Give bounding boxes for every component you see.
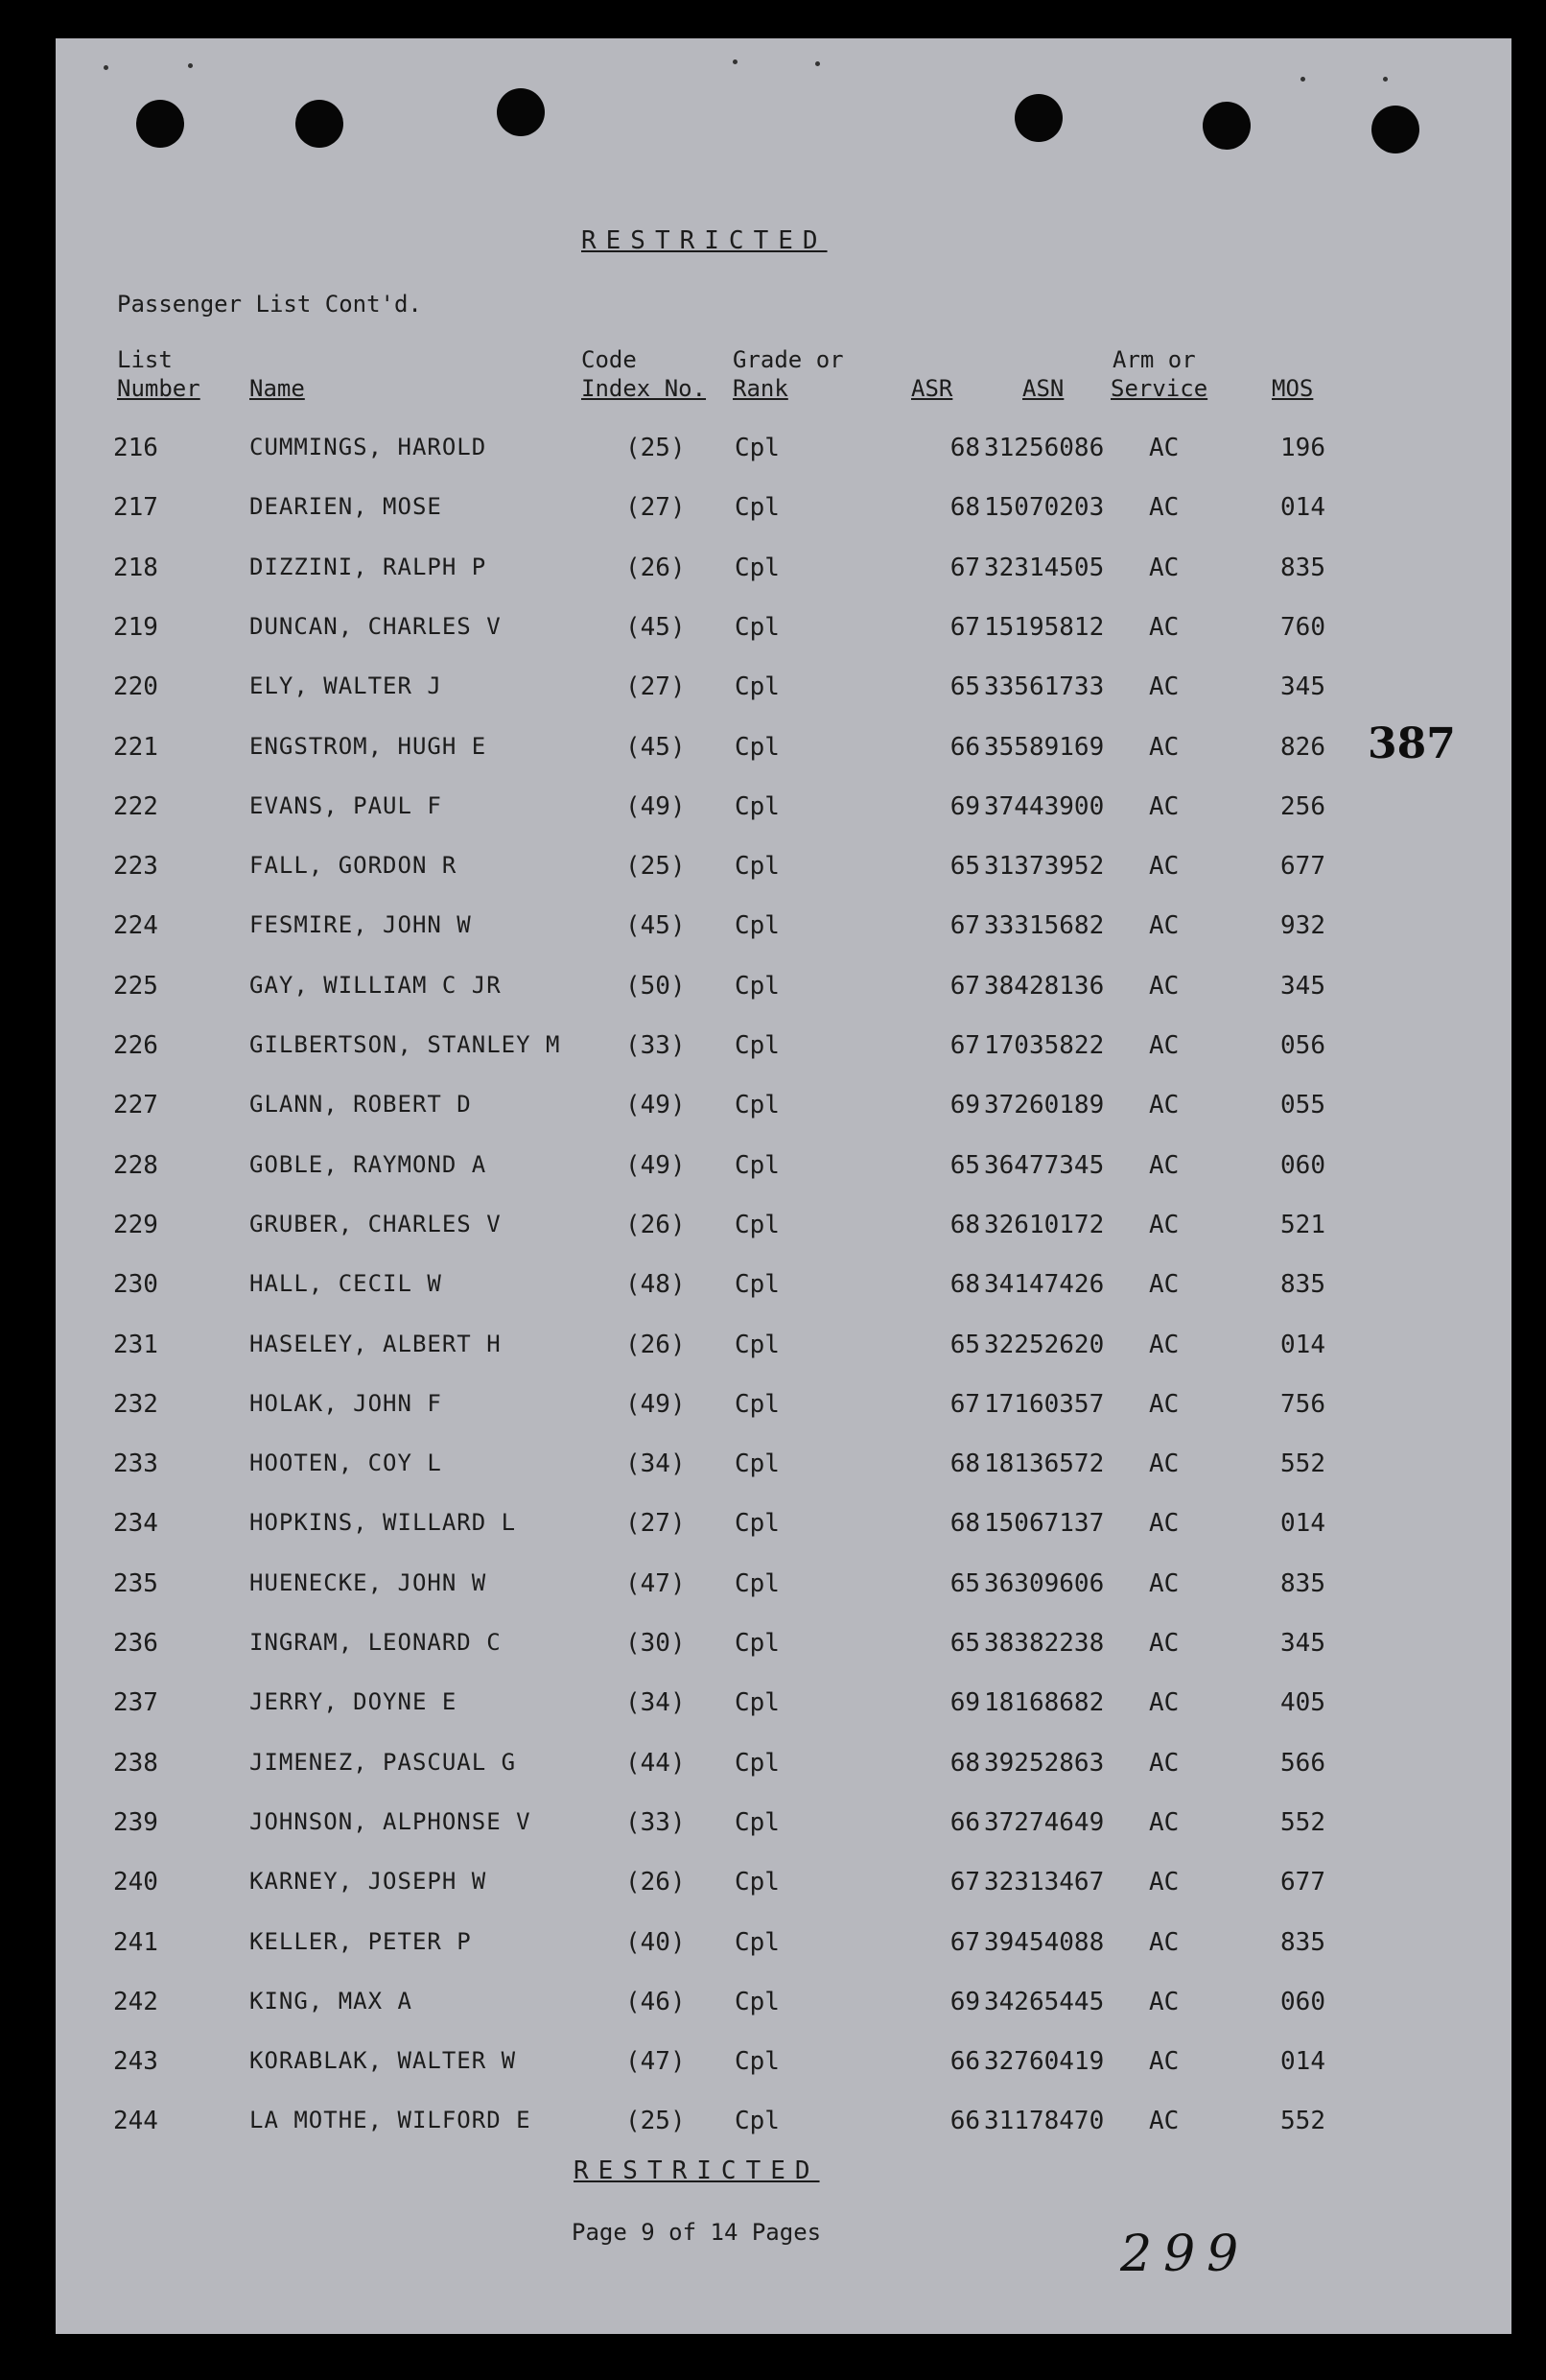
list-number: 231 xyxy=(113,1331,158,1359)
list-number: 222 xyxy=(113,792,158,821)
asn-value: 37260189 xyxy=(984,1091,1105,1119)
arm-service: AC xyxy=(1149,554,1180,582)
grade-rank: Cpl xyxy=(735,493,780,522)
list-number: 226 xyxy=(113,1031,158,1060)
mos-code: 014 xyxy=(1280,2047,1325,2076)
grade-rank: Cpl xyxy=(735,434,780,462)
restricted-footer: RESTRICTED xyxy=(574,2156,820,2185)
passenger-name: EVANS, PAUL F xyxy=(249,792,442,819)
asr-value: 68 xyxy=(949,493,980,522)
grade-rank: Cpl xyxy=(735,2047,780,2076)
code-index: (44) xyxy=(625,1749,686,1778)
asn-value: 34147426 xyxy=(984,1270,1105,1299)
arm-service: AC xyxy=(1149,672,1180,701)
passenger-name: JIMENEZ, PASCUAL G xyxy=(249,1749,517,1776)
mos-code: 256 xyxy=(1280,792,1325,821)
code-index: (34) xyxy=(625,1449,686,1478)
arm-service: AC xyxy=(1149,1091,1180,1119)
list-number: 237 xyxy=(113,1688,158,1717)
passenger-name: HOLAK, JOHN F xyxy=(249,1390,442,1417)
asn-value: 36477345 xyxy=(984,1151,1105,1180)
col-header-grade xyxy=(733,345,844,403)
asr-value: 65 xyxy=(949,1569,980,1598)
mos-code: 056 xyxy=(1280,1031,1325,1060)
col-header-line: Rank xyxy=(733,375,788,402)
asn-value: 33315682 xyxy=(984,911,1105,940)
arm-service: AC xyxy=(1149,1211,1180,1239)
passenger-name: HALL, CECIL W xyxy=(249,1270,442,1297)
grade-rank: Cpl xyxy=(735,972,780,1001)
grade-rank: Cpl xyxy=(735,852,780,881)
arm-service: AC xyxy=(1149,1509,1180,1538)
asn-value: 31178470 xyxy=(984,2107,1105,2135)
grade-rank: Cpl xyxy=(735,1569,780,1598)
mos-code: 756 xyxy=(1280,1390,1325,1419)
asn-value: 32610172 xyxy=(984,1211,1105,1239)
asr-value: 67 xyxy=(949,1390,980,1419)
asr-value: 66 xyxy=(949,1808,980,1837)
col-header-mos: MOS xyxy=(1272,375,1314,402)
code-index: (26) xyxy=(625,1331,686,1359)
asr-value: 68 xyxy=(949,434,980,462)
list-number: 238 xyxy=(113,1749,158,1778)
asr-value: 68 xyxy=(949,1270,980,1299)
list-number: 225 xyxy=(113,972,158,1001)
mos-code: 835 xyxy=(1280,554,1325,582)
list-number: 240 xyxy=(113,1868,158,1897)
asn-value: 31373952 xyxy=(984,852,1105,881)
code-index: (40) xyxy=(625,1928,686,1957)
mos-code: 835 xyxy=(1280,1928,1325,1957)
punch-hole xyxy=(1015,94,1063,142)
asn-value: 33561733 xyxy=(984,672,1105,701)
asr-value: 67 xyxy=(949,911,980,940)
mos-code: 835 xyxy=(1280,1270,1325,1299)
grade-rank: Cpl xyxy=(735,1151,780,1180)
punch-hole xyxy=(1203,102,1251,150)
table-row xyxy=(56,1569,1511,1608)
paper-speck xyxy=(104,65,108,70)
passenger-name: GILBERTSON, STANLEY M xyxy=(249,1031,561,1058)
arm-service: AC xyxy=(1149,613,1180,642)
table-row xyxy=(56,613,1511,651)
mos-code: 014 xyxy=(1280,493,1325,522)
passenger-name: DIZZINI, RALPH P xyxy=(249,554,487,580)
asr-value: 66 xyxy=(949,2107,980,2135)
asr-value: 65 xyxy=(949,1331,980,1359)
table-row xyxy=(56,1331,1511,1369)
passenger-name: FESMIRE, JOHN W xyxy=(249,911,472,938)
mos-code: 405 xyxy=(1280,1688,1325,1717)
arm-service: AC xyxy=(1149,1988,1180,2016)
asn-value: 38382238 xyxy=(984,1629,1105,1658)
handwritten-number: 299 xyxy=(1120,2226,1251,2283)
asn-value: 38428136 xyxy=(984,972,1105,1001)
asr-value: 68 xyxy=(949,1749,980,1778)
arm-service: AC xyxy=(1149,1390,1180,1419)
table-row xyxy=(56,554,1511,592)
passenger-name: JERRY, DOYNE E xyxy=(249,1688,457,1715)
mos-code: 345 xyxy=(1280,972,1325,1001)
passenger-name: KARNEY, JOSEPH W xyxy=(249,1868,487,1895)
passenger-name: HOPKINS, WILLARD L xyxy=(249,1509,517,1536)
code-index: (33) xyxy=(625,1031,686,1060)
arm-service: AC xyxy=(1149,1331,1180,1359)
list-number: 228 xyxy=(113,1151,158,1180)
asn-value: 32314505 xyxy=(984,554,1105,582)
table-row xyxy=(56,672,1511,711)
table-row xyxy=(56,1091,1511,1129)
mos-code: 196 xyxy=(1280,434,1325,462)
passenger-name: DUNCAN, CHARLES V xyxy=(249,613,502,640)
table-row xyxy=(56,1688,1511,1727)
list-number: 234 xyxy=(113,1509,158,1538)
list-number: 235 xyxy=(113,1569,158,1598)
passenger-name: HASELEY, ALBERT H xyxy=(249,1331,502,1357)
asr-value: 67 xyxy=(949,1928,980,1957)
list-number: 221 xyxy=(113,733,158,762)
mos-code: 932 xyxy=(1280,911,1325,940)
passenger-name: GOBLE, RAYMOND A xyxy=(249,1151,487,1178)
grade-rank: Cpl xyxy=(735,1091,780,1119)
list-number: 239 xyxy=(113,1808,158,1837)
asn-value: 36309606 xyxy=(984,1569,1105,1598)
mos-code: 826 xyxy=(1280,733,1325,762)
mos-code: 677 xyxy=(1280,852,1325,881)
mos-code: 552 xyxy=(1280,1449,1325,1478)
arm-service: AC xyxy=(1149,2047,1180,2076)
col-header-arm xyxy=(1111,345,1207,403)
arm-service: AC xyxy=(1149,852,1180,881)
paper-speck xyxy=(815,61,820,66)
document-page xyxy=(56,38,1511,2334)
table-row xyxy=(56,1808,1511,1847)
mos-code: 677 xyxy=(1280,1868,1325,1897)
grade-rank: Cpl xyxy=(735,1629,780,1658)
mos-code: 060 xyxy=(1280,1988,1325,2016)
table-row xyxy=(56,1449,1511,1488)
grade-rank: Cpl xyxy=(735,733,780,762)
code-index: (45) xyxy=(625,613,686,642)
table-row xyxy=(56,911,1511,950)
asr-value: 65 xyxy=(949,672,980,701)
arm-service: AC xyxy=(1149,1151,1180,1180)
mos-code: 055 xyxy=(1280,1091,1325,1119)
mos-code: 566 xyxy=(1280,1749,1325,1778)
table-row xyxy=(56,493,1511,531)
col-header-code-index xyxy=(581,345,706,403)
code-index: (47) xyxy=(625,1569,686,1598)
code-index: (26) xyxy=(625,1868,686,1897)
mos-code: 345 xyxy=(1280,1629,1325,1658)
asn-value: 31256086 xyxy=(984,434,1105,462)
asn-value: 39454088 xyxy=(984,1928,1105,1957)
list-number: 232 xyxy=(113,1390,158,1419)
col-header-line: Number xyxy=(117,375,200,402)
asr-value: 67 xyxy=(949,554,980,582)
asr-value: 65 xyxy=(949,852,980,881)
asn-value: 32252620 xyxy=(984,1331,1105,1359)
asn-value: 37443900 xyxy=(984,792,1105,821)
code-index: (49) xyxy=(625,1151,686,1180)
mos-code: 014 xyxy=(1280,1509,1325,1538)
page-stamp-number: 387 xyxy=(1368,719,1456,768)
asn-value: 17035822 xyxy=(984,1031,1105,1060)
mos-code: 835 xyxy=(1280,1569,1325,1598)
asr-value: 69 xyxy=(949,1688,980,1717)
table-row xyxy=(56,1749,1511,1787)
asn-value: 18168682 xyxy=(984,1688,1105,1717)
mos-code: 014 xyxy=(1280,1331,1325,1359)
passenger-name: GRUBER, CHARLES V xyxy=(249,1211,502,1237)
table-row xyxy=(56,2107,1511,2145)
table-row xyxy=(56,792,1511,831)
asr-value: 67 xyxy=(949,972,980,1001)
paper-speck xyxy=(1383,77,1388,82)
arm-service: AC xyxy=(1149,1449,1180,1478)
mos-code: 345 xyxy=(1280,672,1325,701)
mos-code: 760 xyxy=(1280,613,1325,642)
list-number: 244 xyxy=(113,2107,158,2135)
arm-service: AC xyxy=(1149,972,1180,1001)
arm-service: AC xyxy=(1149,1928,1180,1957)
punch-hole xyxy=(1371,106,1419,153)
grade-rank: Cpl xyxy=(735,1928,780,1957)
mos-code: 552 xyxy=(1280,2107,1325,2135)
asr-value: 68 xyxy=(949,1211,980,1239)
arm-service: AC xyxy=(1149,1569,1180,1598)
passenger-name: ENGSTROM, HUGH E xyxy=(249,733,487,760)
arm-service: AC xyxy=(1149,911,1180,940)
table-row xyxy=(56,1509,1511,1547)
list-number: 236 xyxy=(113,1629,158,1658)
code-index: (45) xyxy=(625,911,686,940)
passenger-name: KING, MAX A xyxy=(249,1988,412,2015)
list-number: 243 xyxy=(113,2047,158,2076)
grade-rank: Cpl xyxy=(735,911,780,940)
grade-rank: Cpl xyxy=(735,1390,780,1419)
col-header-asn: ASN xyxy=(1022,375,1065,402)
arm-service: AC xyxy=(1149,1031,1180,1060)
asn-value: 32760419 xyxy=(984,2047,1105,2076)
asn-value: 18136572 xyxy=(984,1449,1105,1478)
passenger-name: KELLER, PETER P xyxy=(249,1928,472,1955)
grade-rank: Cpl xyxy=(735,554,780,582)
list-number: 242 xyxy=(113,1988,158,2016)
table-row xyxy=(56,1928,1511,1967)
grade-rank: Cpl xyxy=(735,1270,780,1299)
passenger-name: KORABLAK, WALTER W xyxy=(249,2047,517,2074)
code-index: (27) xyxy=(625,1509,686,1538)
col-header-asr: ASR xyxy=(911,375,953,402)
grade-rank: Cpl xyxy=(735,1211,780,1239)
col-header-line: Code xyxy=(581,346,637,373)
punch-hole xyxy=(136,100,184,148)
asn-value: 37274649 xyxy=(984,1808,1105,1837)
code-index: (48) xyxy=(625,1270,686,1299)
table-row xyxy=(56,972,1511,1010)
passenger-name: JOHNSON, ALPHONSE V xyxy=(249,1808,531,1835)
asr-value: 67 xyxy=(949,613,980,642)
code-index: (34) xyxy=(625,1688,686,1717)
grade-rank: Cpl xyxy=(735,672,780,701)
grade-rank: Cpl xyxy=(735,1749,780,1778)
list-number: 220 xyxy=(113,672,158,701)
asr-value: 68 xyxy=(949,1509,980,1538)
asn-value: 32313467 xyxy=(984,1868,1105,1897)
arm-service: AC xyxy=(1149,1629,1180,1658)
col-header-line: List xyxy=(117,346,173,373)
page-subtitle: Passenger List Cont'd. xyxy=(117,291,422,318)
table-row xyxy=(56,1629,1511,1667)
passenger-name: GLANN, ROBERT D xyxy=(249,1091,472,1118)
asn-value: 39252863 xyxy=(984,1749,1105,1778)
list-number: 218 xyxy=(113,554,158,582)
code-index: (25) xyxy=(625,434,686,462)
arm-service: AC xyxy=(1149,792,1180,821)
code-index: (26) xyxy=(625,554,686,582)
code-index: (45) xyxy=(625,733,686,762)
arm-service: AC xyxy=(1149,1808,1180,1837)
asn-value: 17160357 xyxy=(984,1390,1105,1419)
grade-rank: Cpl xyxy=(735,792,780,821)
asn-value: 35589169 xyxy=(984,733,1105,762)
grade-rank: Cpl xyxy=(735,1449,780,1478)
arm-service: AC xyxy=(1149,1749,1180,1778)
col-header-line: Index No. xyxy=(581,375,707,402)
paper-speck xyxy=(1300,77,1305,82)
asr-value: 69 xyxy=(949,1988,980,2016)
grade-rank: Cpl xyxy=(735,1988,780,2016)
table-row xyxy=(56,2047,1511,2085)
table-row xyxy=(56,1211,1511,1249)
table-row xyxy=(56,434,1511,472)
asr-value: 69 xyxy=(949,1091,980,1119)
grade-rank: Cpl xyxy=(735,1808,780,1837)
asr-value: 65 xyxy=(949,1151,980,1180)
list-number: 217 xyxy=(113,493,158,522)
table-row xyxy=(56,1151,1511,1190)
grade-rank: Cpl xyxy=(735,1331,780,1359)
code-index: (49) xyxy=(625,792,686,821)
list-number: 233 xyxy=(113,1449,158,1478)
col-header-line: Service xyxy=(1111,375,1208,402)
asr-value: 67 xyxy=(949,1031,980,1060)
code-index: (33) xyxy=(625,1808,686,1837)
code-index: (27) xyxy=(625,672,686,701)
asn-value: 15195812 xyxy=(984,613,1105,642)
code-index: (25) xyxy=(625,2107,686,2135)
list-number: 230 xyxy=(113,1270,158,1299)
passenger-name: DEARIEN, MOSE xyxy=(249,493,442,520)
list-number: 223 xyxy=(113,852,158,881)
arm-service: AC xyxy=(1149,733,1180,762)
asr-value: 65 xyxy=(949,1629,980,1658)
arm-service: AC xyxy=(1149,1270,1180,1299)
code-index: (46) xyxy=(625,1988,686,2016)
asr-value: 66 xyxy=(949,2047,980,2076)
asr-value: 68 xyxy=(949,1449,980,1478)
list-number: 216 xyxy=(113,434,158,462)
mos-code: 521 xyxy=(1280,1211,1325,1239)
list-number: 224 xyxy=(113,911,158,940)
list-number: 241 xyxy=(113,1928,158,1957)
restricted-header: RESTRICTED xyxy=(581,226,828,255)
mos-code: 552 xyxy=(1280,1808,1325,1837)
arm-service: AC xyxy=(1149,493,1180,522)
col-header-name: Name xyxy=(249,375,305,402)
grade-rank: Cpl xyxy=(735,1868,780,1897)
table-row xyxy=(56,1988,1511,2026)
code-index: (50) xyxy=(625,972,686,1001)
col-header-list-number xyxy=(117,345,200,403)
list-number: 219 xyxy=(113,613,158,642)
arm-service: AC xyxy=(1149,434,1180,462)
passenger-name: FALL, GORDON R xyxy=(249,852,457,879)
arm-service: AC xyxy=(1149,1868,1180,1897)
grade-rank: Cpl xyxy=(735,1688,780,1717)
table-row xyxy=(56,733,1511,771)
passenger-name: LA MOTHE, WILFORD E xyxy=(249,2107,531,2133)
col-header-line: Arm or xyxy=(1113,346,1196,373)
passenger-name: CUMMINGS, HAROLD xyxy=(249,434,487,460)
grade-rank: Cpl xyxy=(735,2107,780,2135)
code-index: (49) xyxy=(625,1390,686,1419)
grade-rank: Cpl xyxy=(735,1509,780,1538)
passenger-name: HOOTEN, COY L xyxy=(249,1449,442,1476)
code-index: (26) xyxy=(625,1211,686,1239)
passenger-name: INGRAM, LEONARD C xyxy=(249,1629,502,1656)
page-number-footer: Page 9 of 14 Pages xyxy=(572,2219,822,2246)
punch-hole xyxy=(497,88,545,136)
asn-value: 15067137 xyxy=(984,1509,1105,1538)
code-index: (30) xyxy=(625,1629,686,1658)
code-index: (25) xyxy=(625,852,686,881)
punch-hole xyxy=(295,100,343,148)
passenger-name: ELY, WALTER J xyxy=(249,672,442,699)
list-number: 229 xyxy=(113,1211,158,1239)
grade-rank: Cpl xyxy=(735,1031,780,1060)
paper-speck xyxy=(733,59,738,64)
asr-value: 67 xyxy=(949,1868,980,1897)
arm-service: AC xyxy=(1149,2107,1180,2135)
table-row xyxy=(56,1270,1511,1308)
asn-value: 15070203 xyxy=(984,493,1105,522)
paper-speck xyxy=(188,63,193,68)
passenger-name: HUENECKE, JOHN W xyxy=(249,1569,487,1596)
arm-service: AC xyxy=(1149,1688,1180,1717)
code-index: (47) xyxy=(625,2047,686,2076)
table-row xyxy=(56,852,1511,890)
list-number: 227 xyxy=(113,1091,158,1119)
table-row xyxy=(56,1390,1511,1428)
asn-value: 34265445 xyxy=(984,1988,1105,2016)
table-row xyxy=(56,1031,1511,1070)
passenger-name: GAY, WILLIAM C JR xyxy=(249,972,502,999)
asr-value: 69 xyxy=(949,792,980,821)
mos-code: 060 xyxy=(1280,1151,1325,1180)
code-index: (27) xyxy=(625,493,686,522)
code-index: (49) xyxy=(625,1091,686,1119)
col-header-line: Grade or xyxy=(733,346,844,373)
grade-rank: Cpl xyxy=(735,613,780,642)
asr-value: 66 xyxy=(949,733,980,762)
table-row xyxy=(56,1868,1511,1906)
